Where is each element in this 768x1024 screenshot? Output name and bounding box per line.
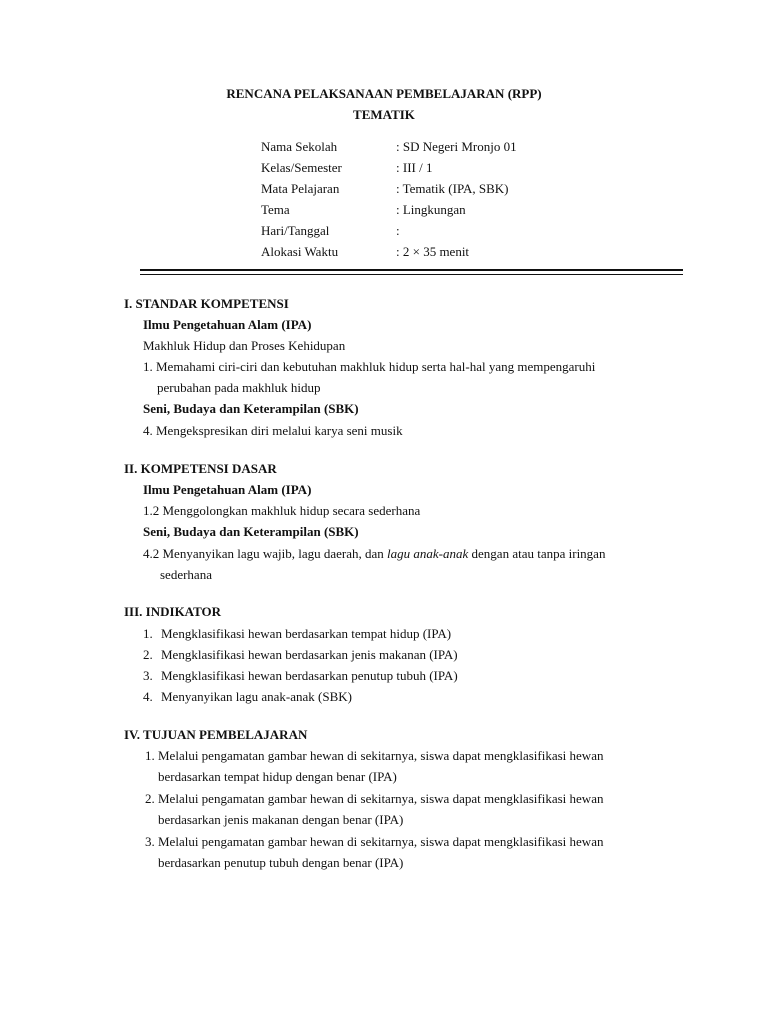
objective-text: Melalui pengamatan gambar hewan di sekitarnya, siswa dapat mengklasifikasi hewan (158, 748, 604, 763)
objective-number: 3. (145, 834, 155, 849)
objective-text-continuation: berdasarkan tempat hidup dengan benar (IPA) (158, 769, 397, 784)
basic-competency-item (143, 546, 605, 562)
subject-heading: Ilmu Pengetahuan Alam (IPA) (143, 482, 312, 497)
item-italic-text: lagu anak-anak (387, 546, 469, 561)
objective-number: 2. (145, 791, 155, 806)
competency-item-continuation: perubahan pada makhluk hidup (157, 380, 321, 395)
indicator-number: 4. (143, 689, 153, 704)
identity-label: Alokasi Waktu (261, 244, 339, 259)
subject-heading: Ilmu Pengetahuan Alam (IPA) (143, 317, 312, 332)
identity-value: : Tematik (IPA, SBK) (396, 181, 509, 196)
identity-value: : 2 × 35 menit (396, 244, 470, 259)
identity-label: Kelas/Semester (261, 160, 342, 175)
document-subtitle: TEMATIK (353, 107, 415, 122)
topic-text: Makhluk Hidup dan Proses Kehidupan (143, 338, 346, 353)
objective-text-continuation: berdasarkan penutup tubuh dengan benar (IPA) (158, 855, 404, 870)
subject-heading: Seni, Budaya dan Keterampilan (SBK) (143, 524, 359, 539)
identity-value: : III / 1 (396, 160, 433, 175)
identity-label: Nama Sekolah (261, 139, 338, 154)
section-heading: I. STANDAR KOMPETENSI (124, 296, 289, 311)
identity-value: : SD Negeri Mronjo 01 (396, 139, 517, 154)
subject-heading: Seni, Budaya dan Keterampilan (SBK) (143, 401, 359, 416)
section-heading: IV. TUJUAN PEMBELAJARAN (124, 727, 308, 742)
objective-number: 1. (145, 748, 155, 763)
indicator-number: 3. (143, 668, 153, 683)
identity-label: Tema (261, 202, 290, 217)
competency-item: 1. Memahami ciri-ciri dan kebutuhan makhluk hidup serta hal-hal yang mempengaruhi (143, 359, 596, 374)
section-heading: III. INDIKATOR (124, 604, 222, 619)
identity-value: : (396, 223, 400, 238)
indicator-text: Mengklasifikasi hewan berdasarkan jenis makanan (IPA) (161, 647, 458, 662)
header-divider-thin (140, 274, 683, 275)
basic-competency-item-continuation: sederhana (160, 567, 212, 582)
indicator-number: 1. (143, 626, 153, 641)
section-heading: II. KOMPETENSI DASAR (124, 461, 277, 476)
identity-label: Mata Pelajaran (261, 181, 340, 196)
document-title: RENCANA PELAKSANAAN PEMBELAJARAN (RPP) (226, 86, 542, 101)
indicator-number: 2. (143, 647, 153, 662)
item-text: 4.2 Menyanyikan lagu wajib, lagu daerah, dan (143, 546, 388, 561)
basic-competency-item: 1.2 Menggolongkan makhluk hidup secara sederhana (143, 503, 421, 518)
header-divider-thick (140, 269, 683, 271)
identity-label: Hari/Tanggal (261, 223, 330, 238)
objective-text: Melalui pengamatan gambar hewan di sekitarnya, siswa dapat mengklasifikasi hewan (158, 834, 604, 849)
competency-item: 4. Mengekspresikan diri melalui karya seni musik (143, 423, 403, 438)
objective-text-continuation: berdasarkan jenis makanan dengan benar (IPA) (158, 812, 404, 827)
indicator-text: Menyanyikan lagu anak-anak (SBK) (161, 689, 352, 704)
indicator-text: Mengklasifikasi hewan berdasarkan penutup tubuh (IPA) (161, 668, 458, 683)
identity-value: : Lingkungan (396, 202, 466, 217)
indicator-text: Mengklasifikasi hewan berdasarkan tempat hidup (IPA) (161, 626, 452, 641)
item-text: dengan atau tanpa iringan (468, 546, 606, 561)
objective-text: Melalui pengamatan gambar hewan di sekitarnya, siswa dapat mengklasifikasi hewan (158, 791, 604, 806)
